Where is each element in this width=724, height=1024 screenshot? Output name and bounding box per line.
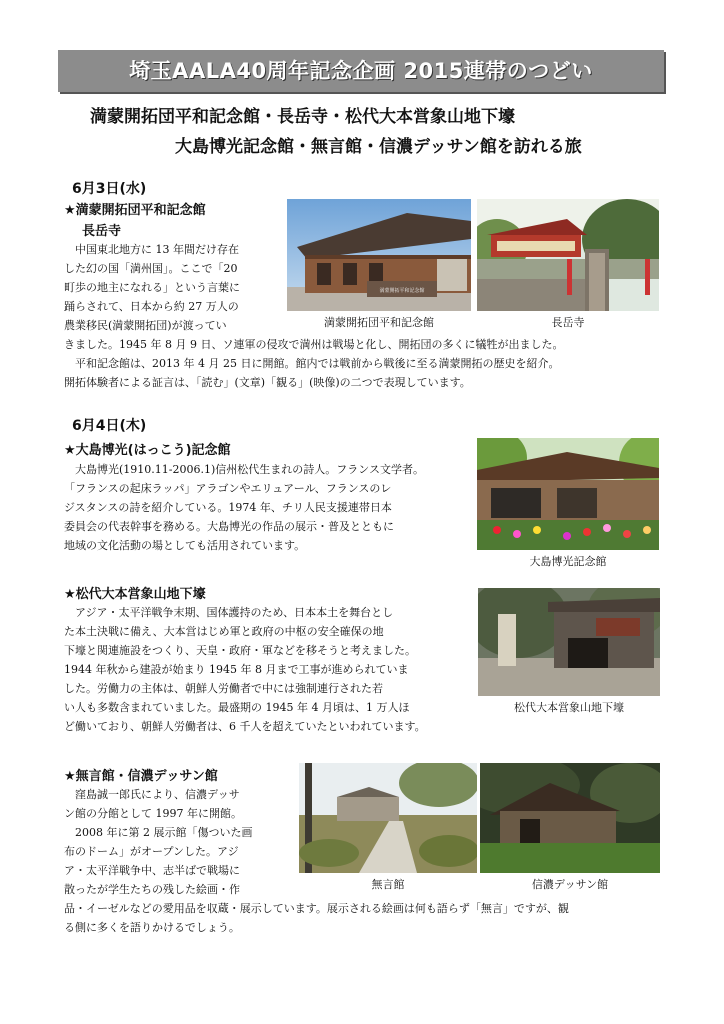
- text-line: 開拓体験者による証言は、「読む」(文章)「観る」(映像)の二つで表現しています。: [64, 376, 471, 389]
- photo-oshima-memorial: [477, 438, 659, 550]
- text-line: 町歩の地主になれる」という言葉に: [64, 281, 240, 294]
- text-line: した。労働力の主体は、朝鮮人労働者で中には強制連行された若: [64, 682, 383, 695]
- caption-manmo: 満蒙開拓団平和記念館: [324, 316, 434, 329]
- oshima-text: [64, 460, 474, 555]
- caption-mugonkan: 無言館: [371, 878, 405, 891]
- text-line: 品・イーゼルなどの愛用品を収蔵・展示しています。展示される絵画は何も語らず「無言」ですが、観: [64, 902, 569, 915]
- day1-para-cont: [64, 335, 664, 392]
- text-line: 1944 年秋から建設が始まり 1945 年 8 月まで工事が進められていま: [64, 663, 409, 676]
- text-line: アジア・太平洋戦争末期、国体護持のため、日本本土を舞台とし: [75, 606, 394, 619]
- heading-manmo: ★満蒙開拓団平和記念館: [64, 203, 206, 218]
- caption-oshima: 大島博光記念館: [529, 555, 607, 568]
- text-line: 「フランスの起床ラッパ」アラゴンやエリュアール、フランスのレ: [64, 482, 392, 495]
- heading-matsushiro: ★松代大本営象山地下壕: [64, 587, 206, 602]
- text-line: 中国東北地方に 13 年間だけ存在: [75, 243, 239, 256]
- text-line: きました。1945 年 8 月 9 日、ソ連軍の侵攻で満州は戦場と化し、開拓団の多くに犠牲が出ました。: [64, 338, 564, 351]
- text-line: 委員会の代表幹事を務める。大島博光の作品の展示・普及とともに: [64, 520, 394, 533]
- day1-para1: [64, 240, 284, 335]
- text-line: ど働いており、朝鮮人労働者は、6 千人を超えていたといわれています。: [64, 720, 426, 733]
- mugon-text: [64, 785, 294, 899]
- caption-chogakuji: 長岳寺: [551, 316, 585, 329]
- photo-chogakuji: [477, 199, 659, 311]
- photo-mugonkan: [299, 763, 477, 873]
- subtitle-line2: 大島博光記念館・無言館・信濃デッサン館を訪れる旅: [175, 137, 582, 157]
- text-line: い人も多数含まれていました。最盛期の 1945 年 4 月頃は、1 万人ほ: [64, 701, 410, 714]
- text-line: た本土決戦に備え、大本営はじめ軍と政府の中枢の安全確保の地: [64, 625, 384, 638]
- caption-shinano-dessin-kan: 信濃デッサン館: [531, 878, 609, 891]
- photo-matsushiro-tunnel: [478, 588, 660, 696]
- text-line: ン館の分館として 1997 年に開館。: [64, 807, 242, 820]
- photo-manmo-memorial: [287, 199, 471, 311]
- text-line: 踊らされて、日本から約 27 万人の: [64, 300, 239, 313]
- caption-matsushiro: 松代大本営象山地下壕: [514, 701, 624, 714]
- text-line: 下壕と関連施設をつくり、天皇・政府・軍などを移そうと考えました。: [64, 644, 416, 657]
- photo-shinano-dessin-kan: [480, 763, 660, 873]
- day1-date: 6月3日(水): [72, 181, 147, 197]
- text-line: 平和記念館は、2013 年 4 月 25 日に開館。館内では戦前から戦後に至る満蒙開拓の歴史を紹介。: [75, 357, 560, 370]
- text-line: ジスタンスの詩を紹介している。1974 年、チリ人民支援連帯日本: [64, 501, 392, 514]
- day2-date: 6月4日(木): [72, 418, 147, 434]
- heading-oshima: ★大島博光(はっこう)記念館: [64, 443, 231, 458]
- text-line: ア・太平洋戦争中、志半ばで戦場に: [64, 864, 240, 877]
- text-line: 窪島誠一郎氏により、信濃デッサ: [75, 788, 240, 801]
- text-line: 散ったが学生たちの残した絵画・作: [64, 883, 240, 896]
- text-line: る側に多くを語りかけるでしょう。: [64, 921, 240, 934]
- subtitle-line1: 満蒙開拓団平和記念館・長岳寺・松代大本営象山地下壕: [90, 107, 515, 127]
- text-line: した幻の国「満州国」。ここで「20: [64, 262, 238, 275]
- text-line: 地域の文化活動の場としても活用されています。: [64, 539, 306, 552]
- text-line: 農業移民(満蒙開拓団)が渡ってい: [64, 319, 227, 332]
- text-line: 布のドーム」がオープンした。アジ: [64, 845, 239, 858]
- heading-mugonkan: ★無言館・信濃デッサン館: [64, 769, 218, 784]
- text-line: 大島博光(1910.11-2006.1)信州松代生まれの詩人。フランス文学者。: [75, 463, 424, 476]
- page-title: 埼玉AALA40周年記念企画 2015連帯のつどい: [58, 50, 664, 92]
- memorial-sign-text: 満蒙開拓平和記念館: [379, 288, 425, 294]
- text-line: 2008 年に第 2 展示館「傷ついた画: [75, 826, 253, 839]
- mugon-text-cont: [64, 899, 674, 937]
- heading-chogakuji: 長岳寺: [82, 224, 122, 239]
